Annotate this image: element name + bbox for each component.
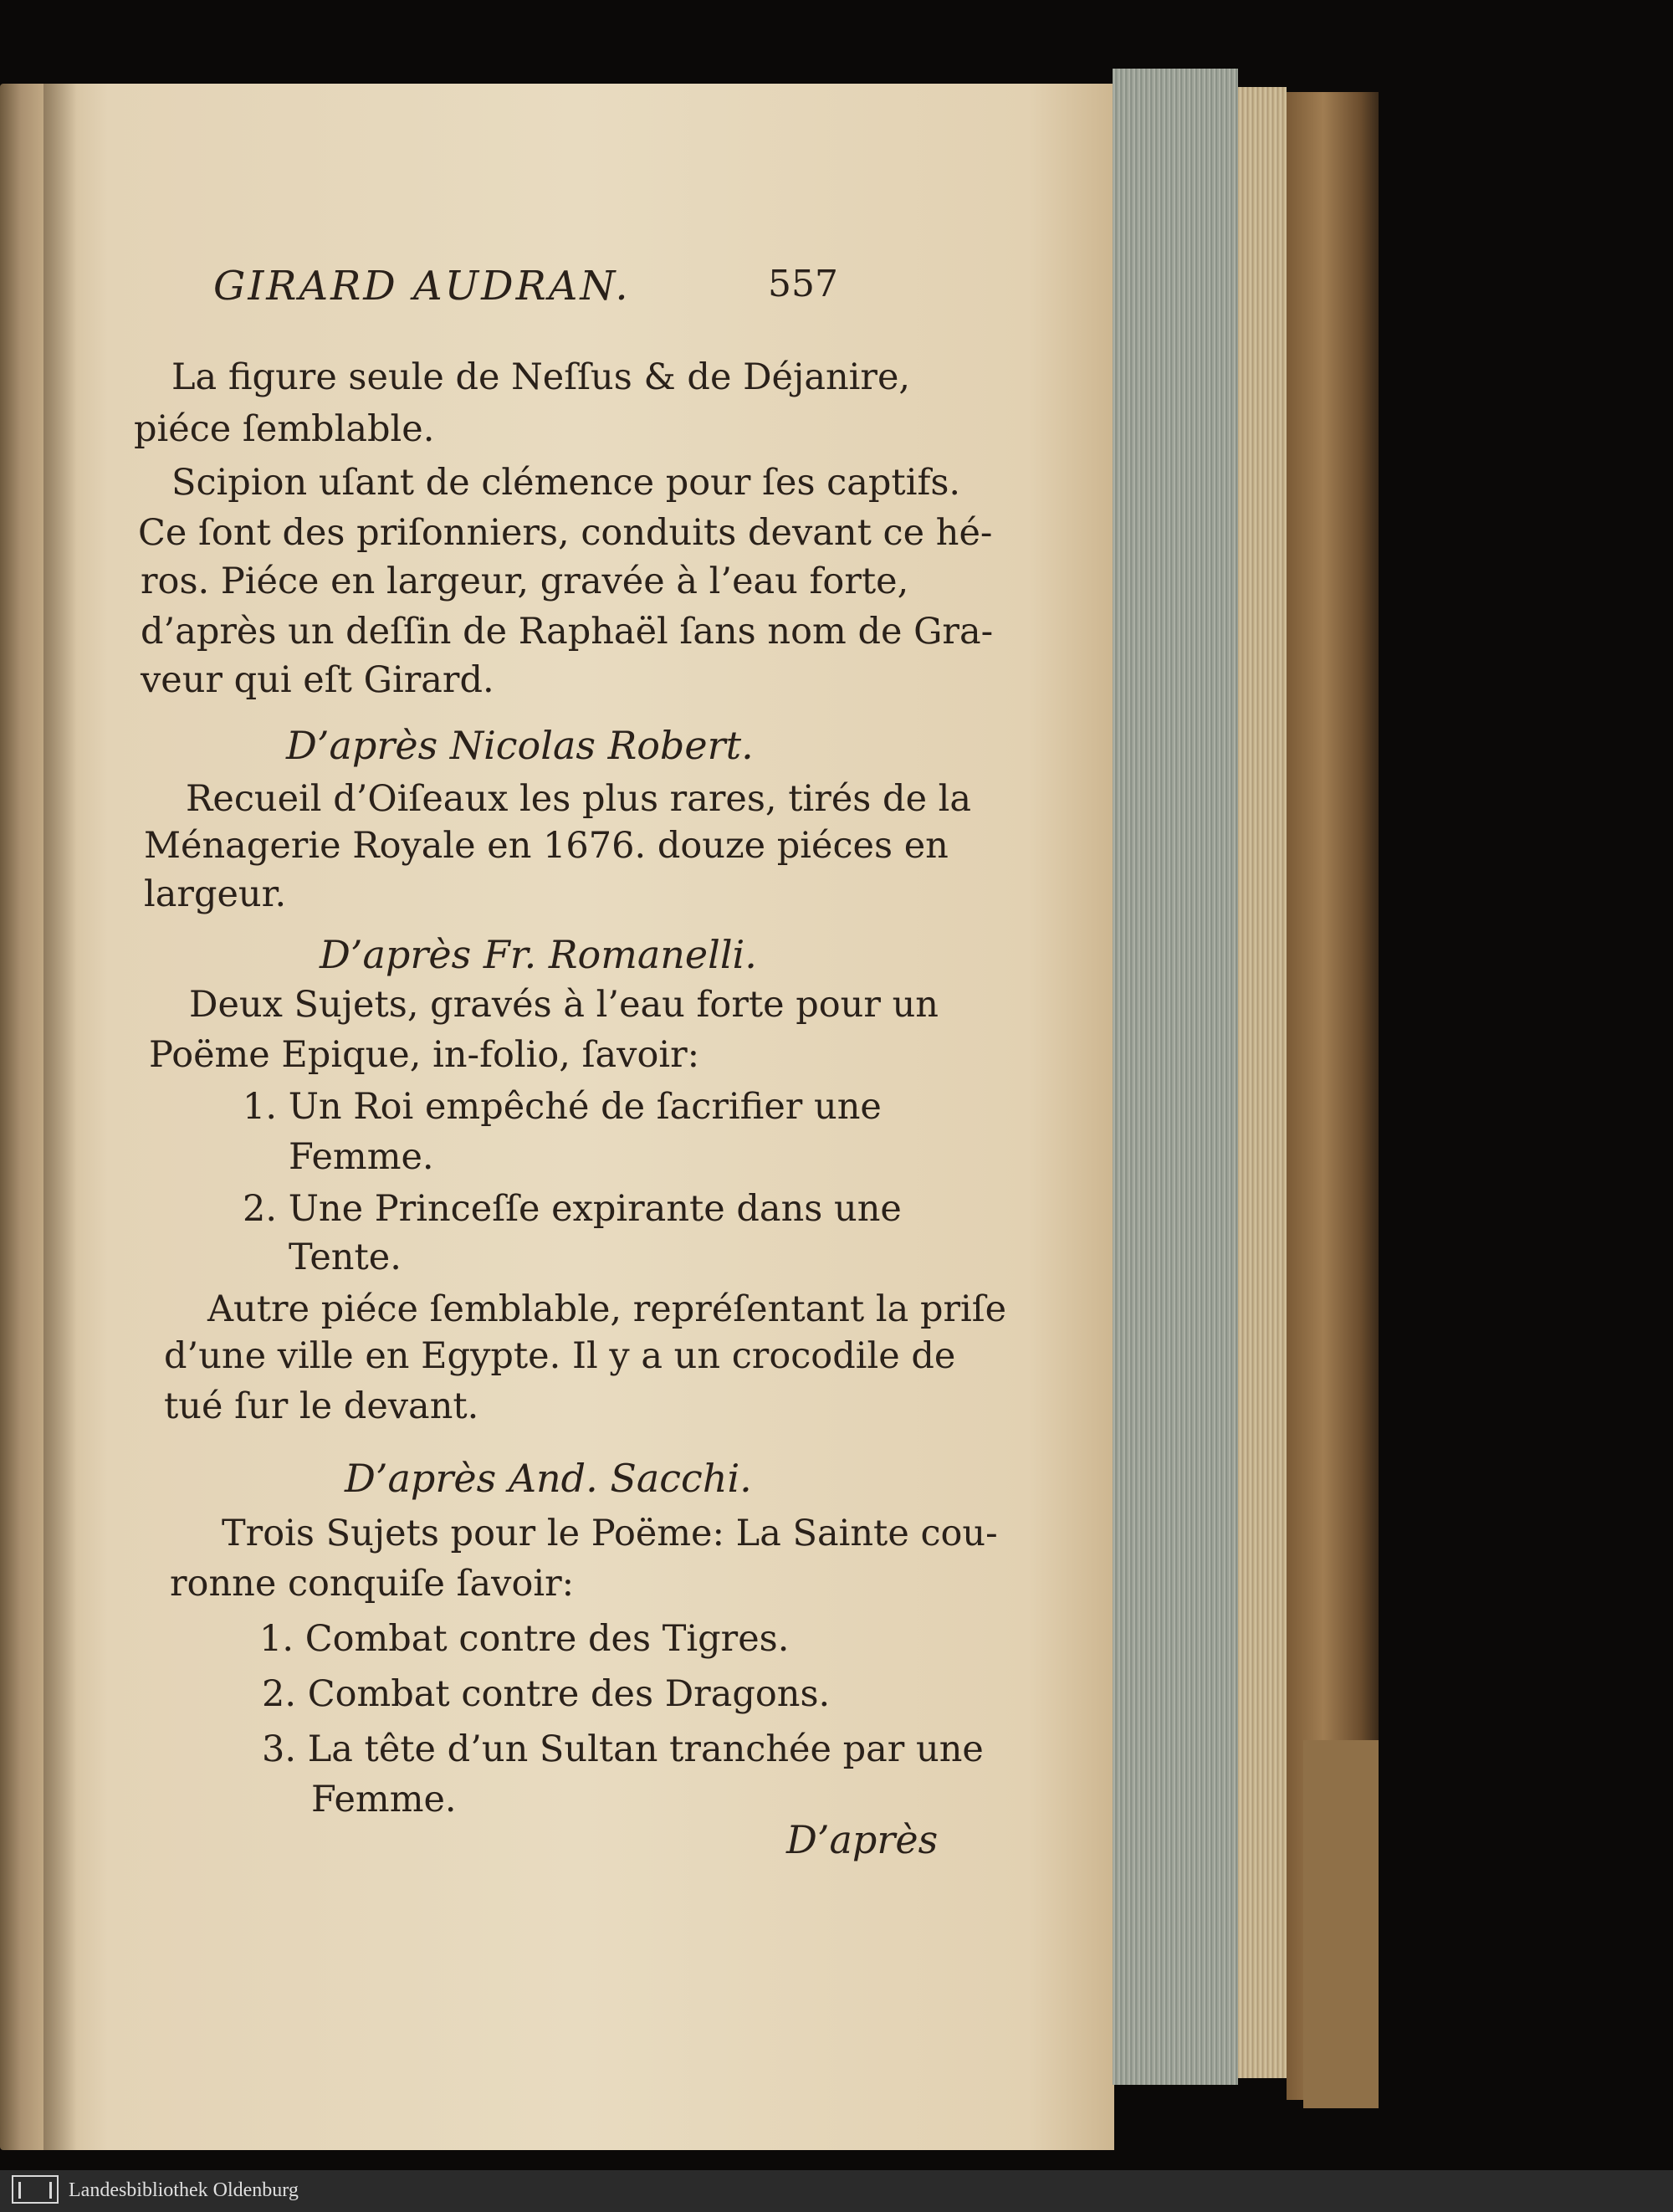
text-line: Deux Sujets, gravés à l’eau forte pour un bbox=[189, 984, 939, 1026]
page-number: 557 bbox=[768, 263, 838, 305]
text-line: d’après un deſſin de Raphaël ſans nom de Gra- bbox=[141, 611, 994, 653]
page-gutter-shadow bbox=[43, 84, 77, 2150]
text-line: Recueil d’Oiſeaux les plus rares, tirés de la bbox=[186, 778, 972, 820]
list-item: 2. Une Princeſſe expirante dans une bbox=[243, 1188, 902, 1230]
catchword: D’après bbox=[786, 1817, 939, 1862]
text-line: Poëme Epique, in-folio, ſavoir: bbox=[149, 1034, 700, 1076]
list-item: 1. Combat contre des Tigres. bbox=[259, 1618, 790, 1660]
text-line: Scipion uſant de clémence pour ſes captifs. bbox=[171, 462, 961, 504]
library-name: Landesbibliothek Oldenburg bbox=[69, 2179, 299, 2201]
text-line: veur qui eſt Girard. bbox=[141, 659, 494, 701]
footer-bar bbox=[0, 2170, 1673, 2212]
page-stack-edge-inner bbox=[1238, 87, 1287, 2078]
text-line: ronne conquiſe ſavoir: bbox=[170, 1563, 575, 1605]
text-line: Tente. bbox=[289, 1237, 402, 1278]
section-heading: D’après Fr. Romanelli. bbox=[320, 932, 757, 977]
text-line: tué ſur le devant. bbox=[164, 1385, 479, 1427]
text-line: largeur. bbox=[144, 873, 287, 915]
text-line: Ménagerie Royale en 1676. douze piéces en bbox=[144, 825, 949, 867]
list-item: 3. La tête d’un Sultan tranchée par une bbox=[262, 1728, 984, 1770]
book-cover-patch bbox=[1303, 1740, 1379, 2108]
section-heading: D’après And. Sacchi. bbox=[345, 1456, 752, 1501]
section-heading: D’après Nicolas Robert. bbox=[286, 723, 754, 768]
running-head: GIRARD AUDRAN. bbox=[213, 263, 631, 310]
library-building-icon bbox=[12, 2175, 59, 2204]
page-stack-edge bbox=[1113, 69, 1238, 2085]
text-line: Autre piéce ſemblable, repréſentant la priſe bbox=[207, 1288, 1007, 1330]
text-line: Ce ſont des priſonniers, conduits devant ce hé- bbox=[138, 512, 993, 554]
text-line: piéce ſemblable. bbox=[134, 408, 435, 450]
text-line: Femme. bbox=[311, 1779, 457, 1820]
list-item: 2. Combat contre des Dragons. bbox=[262, 1673, 831, 1715]
text-line: La figure seule de Neſſus & de Déjanire, bbox=[171, 356, 911, 398]
text-line: Trois Sujets pour le Poëme: La Sainte cou- bbox=[222, 1513, 998, 1554]
text-line: d’une ville en Egypte. Il y a un crocodile de bbox=[164, 1335, 956, 1377]
text-line: ros. Piéce en largeur, gravée à l’eau forte, bbox=[141, 561, 909, 602]
list-item: 1. Un Roi empêché de ſacrifier une bbox=[243, 1086, 882, 1128]
text-line: Femme. bbox=[289, 1136, 434, 1178]
